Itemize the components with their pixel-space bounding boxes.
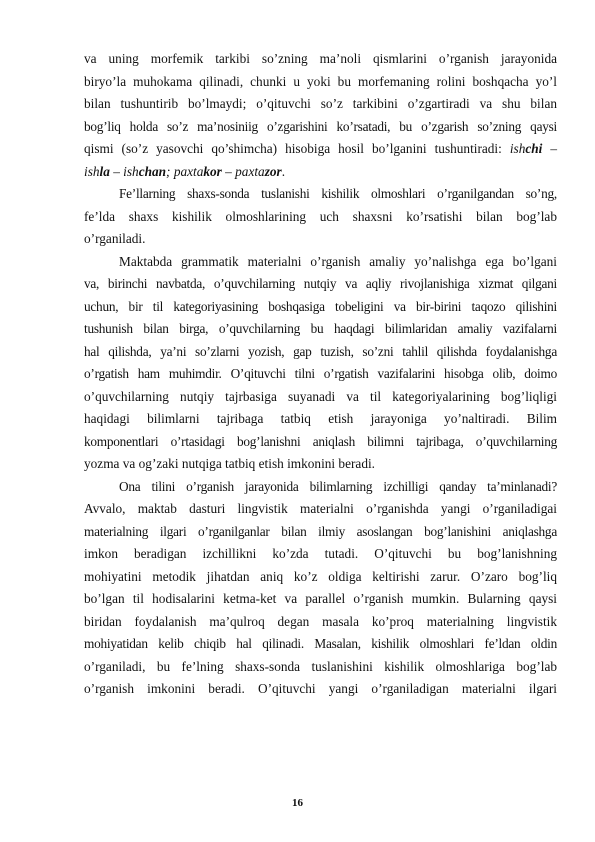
paragraph-4-line: imkon beradigan izchillikni ko’zda tutadi. O’qituvchi bu bog’lanishning bbox=[84, 546, 557, 561]
example-paxtakor-root: paxta bbox=[173, 163, 204, 179]
paragraph-4-line: bo’lgan til hodisalarini ketma-ket va parallel o’rganish mumkin. Bularning qaysi bbox=[84, 591, 557, 606]
paragraph-3-line: o’quvchilarning nutqiy tajrbasiga suyanadi va til kategoriyalarining bog’liqligi bbox=[84, 388, 557, 404]
paragraph-4-line: biridan foydalanish ma’qulroq degan masala ko’proq materialning lingvistik bbox=[84, 613, 557, 629]
example-ishchan-root: ish bbox=[123, 163, 139, 179]
example-end: . bbox=[281, 163, 286, 179]
paragraph-2-line: Fe’llarning shaxs-sonda tuslanishi kishilik olmoshlari o’rganilgandan so’ng, bbox=[119, 186, 557, 201]
paragraph-1-line bbox=[84, 138, 557, 161]
paragraph-4 bbox=[84, 476, 557, 701]
paragraph-1-line: va uning morfemik tarkibi so’zning ma’noli qismlarini o’rganish jarayonida bbox=[84, 51, 557, 66]
paragraph-1-line-text: qismi (so’z yasovchi qo’shimcha) hisobiga hosil bo’lganini tushuntiradi: bbox=[84, 141, 502, 156]
example-ishchi-suffix: chi bbox=[525, 141, 543, 156]
example-paxtazor-suffix: zor bbox=[264, 163, 282, 179]
paragraph-4-line: mohiyatini metodik jihatdan aniq ko’z oldiga keltirishi zarur. O’zaro bog’liq bbox=[84, 568, 557, 584]
example-paxtakor-suffix: kor bbox=[203, 163, 222, 179]
paragraph-1-line: biryo’la muhokama qilinadi, chunki u yoki bu morfemaning rolini boshqacha yo’l bbox=[84, 73, 557, 89]
page-body bbox=[84, 48, 557, 701]
paragraph-3-line: haqidagi bilimlarni tajribaga tatbiq etish jarayoniga yo’naltiradi. Bilim bbox=[84, 411, 557, 426]
example-ishchi-root: ish bbox=[509, 141, 526, 156]
paragraph-4-line: o’rganish imkonini beradi. O’qituvchi yangi o’rganiladigan materialni ilgari bbox=[84, 681, 557, 696]
paragraph-4-line: Avvalo, maktab dasturi lingvistik materialni o’rganishda yangi o’rganiladigai bbox=[84, 501, 557, 516]
paragraph-2-line: fe’lda shaxs kishilik olmoshlarining uch shaxsni ko’rsatishi bilan bog’lab bbox=[84, 208, 557, 224]
example-ishla-suffix: la bbox=[99, 163, 110, 179]
page-number: 16 bbox=[292, 797, 303, 809]
paragraph-3-line: komponentlari o’rtasidagi bog’lanishni aniqlash bilimni tajribaga, o’quvchilarning bbox=[84, 433, 557, 449]
paragraph-3-line: Maktabda grammatik materialni o’rganish amaliy yo’nalishga ega bo’lgani bbox=[119, 253, 557, 269]
example-ishchan-suffix: chan bbox=[138, 163, 167, 179]
example-paxtazor-root: paxta bbox=[235, 163, 265, 179]
paragraph-3-line: va, birinchi navbatda, o’quvchilarning nutqiy va aqliy rivojlanishiga xizmat qilgani bbox=[84, 276, 557, 291]
paragraph-1-line: bog’liq holda so’z ma’nosiniig o’zgarishini ko’rsatadi, bu o’zgarish so’zning qaysi bbox=[84, 118, 557, 134]
paragraph-4-line: o’rganiladi, bu fe’lning shaxs-sonda tuslanishini kishilik olmoshlariga bog’lab bbox=[84, 658, 557, 674]
example-dash: – bbox=[109, 163, 124, 179]
paragraph-2 bbox=[84, 183, 557, 251]
paragraph-3-line: yozma va og’zaki nutqiga tatbiq etish imkonini beradi. bbox=[84, 456, 375, 471]
paragraph-1-line: bilan tushuntirib bo’lmaydi; o’qituvchi so’z tarkibini o’zgartiradi va shu bilan bbox=[84, 96, 557, 111]
example-separator: ; bbox=[166, 163, 174, 179]
paragraph-3-line: tushunish bilan birga, o’quvchilarning bu haqdagi bilimlaridan amaliy vazifalarni bbox=[84, 321, 557, 336]
paragraph-1 bbox=[84, 48, 557, 183]
paragraph-4-line: materialning ilgari o’rganilganlar bilan ilmiy asoslangan bog’lanishini aniqlashga bbox=[84, 523, 557, 539]
example-dash: – bbox=[221, 163, 236, 179]
example-dash: – bbox=[542, 141, 557, 156]
paragraph-4-line: Ona tilini o’rganish jarayonida bilimlarning izchilligi qanday ta’minlanadi? bbox=[119, 478, 557, 494]
paragraph-3 bbox=[84, 251, 557, 476]
paragraph-4-line: mohiyatidan kelib chiqib hal qilinadi. Masalan, kishilik olmoshlari fe’ldan oldin bbox=[84, 636, 557, 651]
paragraph-3-line: hal qilishda, ya’ni so’zlarni yozish, gap tuzish, so’zni tahlil qilishda foydalanishga bbox=[84, 343, 557, 359]
paragraph-3-line: o’rgatish ham muhimdir. O’qituvchi tilni o’rgatish vazifalarini hisobga olib, doimo bbox=[84, 366, 557, 381]
paragraph-2-line: o’rganiladi. bbox=[84, 231, 146, 246]
example-ishla-root: ish bbox=[84, 163, 100, 179]
examples-line bbox=[84, 161, 557, 184]
paragraph-3-line: uchun, bir til kategoriyasining boshqasiga tobeligini va bir-birini taqozo qilishini bbox=[84, 298, 557, 314]
